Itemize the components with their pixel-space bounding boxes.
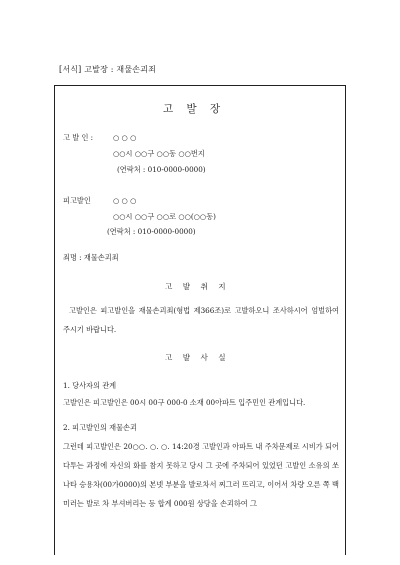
charge-line: 죄명 : 재물손괴죄 bbox=[63, 253, 119, 262]
purpose-heading: 고 발 취 지 bbox=[165, 282, 226, 291]
complainant-label: 고 발 인 : bbox=[63, 133, 94, 142]
document-frame bbox=[54, 85, 346, 555]
complainant-address: ○○시 ○○구 ○○동 ○○번지 bbox=[113, 149, 205, 158]
form-caption: [서식] 고발장 : 재물손괴죄 bbox=[59, 65, 157, 74]
accused-label: 피고발인 bbox=[63, 196, 91, 205]
facts-section-2-title: 2. 피고발인의 재물손괴 bbox=[63, 423, 137, 432]
facts-section-1-text: 고발인은 피고발인은 00시 00구 000-0 소재 00아파트 입주민인 관계입니다. bbox=[63, 398, 306, 407]
accused-name: ○ ○ ○ bbox=[113, 196, 137, 205]
document-title: 고 발 장 bbox=[163, 103, 221, 115]
facts-heading: 고 발 사 실 bbox=[165, 353, 226, 362]
accused-address: ○○시 ○○구 ○○로 ○○(○○동) bbox=[113, 212, 216, 221]
facts-section-1-title: 1. 당사자의 관계 bbox=[63, 381, 117, 390]
complainant-contact: (연락처 : 010-0000-0000) bbox=[117, 165, 206, 174]
accused-contact: (연락처 : 010-0000-0000) bbox=[107, 227, 196, 236]
purpose-text: 고발인은 피고발인을 재물손괴죄(형법 제366조)로 고발하오니 조사하시어 엄벌하여 주시기 바랍니다. bbox=[63, 306, 339, 334]
facts-section-2-text: 그런데 피고발인은 20○○. ○. ○. 14:20경 고발인과 아파트 내 주차문제로 시비가 되어 다투는 과정에 자신의 화를 참지 못하고 당시 그 곳에 주차되어 있었던 고발인 소유의 쏘나타 승용차(00가0000)의 본넷 부분을 발로차서 찌그러 뜨리고, 이어서 차량 오른 쪽 백미러는 발로 차 부셔버리는 등 합계 000원 상당을 손괴하여 그 bbox=[63, 442, 339, 508]
complainant-name: ○ ○ ○ bbox=[113, 133, 137, 142]
